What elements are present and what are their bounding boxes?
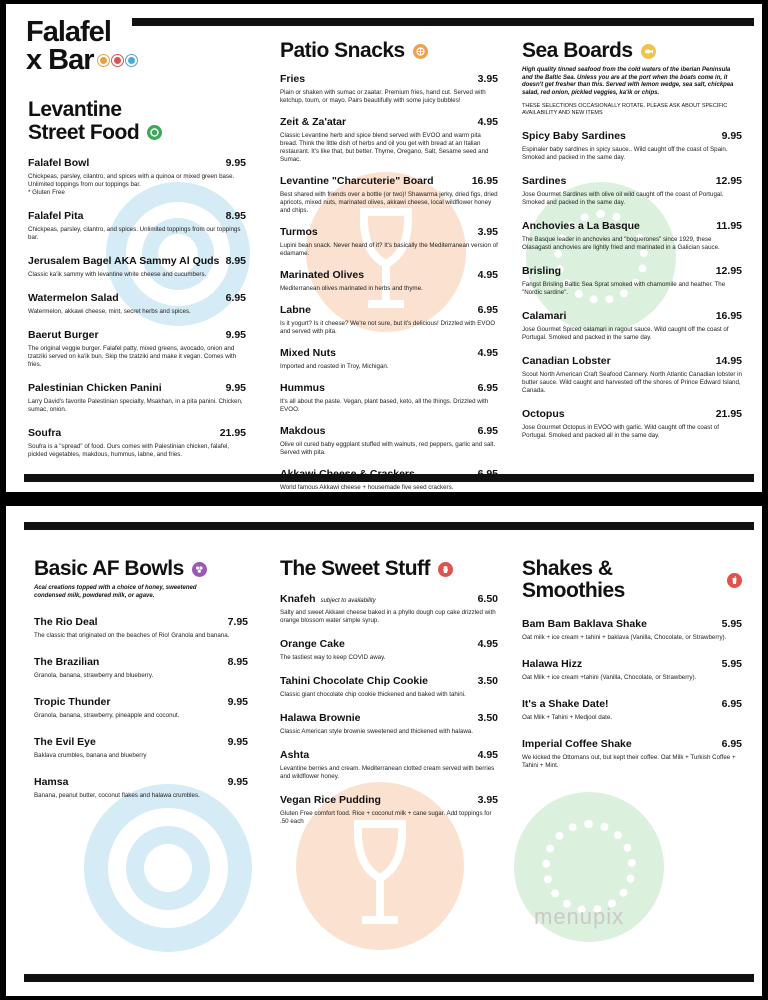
levantine-title: Levantine Street Food <box>28 98 246 144</box>
item-name: Halawa Hizz <box>522 658 583 670</box>
item-price: 4.95 <box>477 749 498 761</box>
item-price: 8.95 <box>227 656 248 668</box>
menu-item <box>522 126 742 162</box>
sweet-title: The Sweet Stuff <box>280 558 498 580</box>
item-name: Falafel Bowl <box>28 157 90 169</box>
menu-item <box>280 790 498 826</box>
item-name: The Rio Deal <box>34 616 98 628</box>
item-description: Watermelon, akkawi cheese, mint, secret herbs and spices. <box>28 308 191 315</box>
menu-item <box>280 343 498 371</box>
item-description: Oat Milk + ice cream +tahini (Vanilla, Chocolate, or Strawberry). <box>522 674 697 681</box>
cupcake-icon <box>438 562 453 577</box>
item-name: Canadian Lobster <box>522 355 611 367</box>
item-price: 9.95 <box>225 329 246 341</box>
item-description: Granola, banana, strawberry and blueberry. <box>34 672 154 679</box>
item-description: Soufra is a "spread" of food. Ours comes with Palestinian chicken, falafel, pickled vegetables, makdous, hummus, labne, and fries. <box>28 443 230 458</box>
menu-item <box>280 265 498 293</box>
item-description: Levantine berries and cream. Mediterranean clotted cream served with berries and wildflower honey. <box>280 765 495 780</box>
menu-item <box>280 589 498 625</box>
sea-note: THESE SELECTIONS OCCASIONALLY ROTATE. PLEASE ASK ABOUT SPECIFIC AVAILABILITY AND NEW ITEMS <box>522 103 728 116</box>
item-name: Hamsa <box>34 776 69 788</box>
item-price: 6.95 <box>477 304 498 316</box>
watermark-text: menupix <box>534 904 625 929</box>
fish-icon <box>641 44 656 59</box>
item-availability-note: subject to availability <box>320 598 376 604</box>
item-description: Gluten Free comfort food. Rice + coconut milk + cane sugar. Add toppings for .50 each <box>280 810 492 825</box>
item-description: Larry David's favorite Palestinian specialty, Msakhan, in a pita panini. Chicken, sumac, onion. <box>28 398 243 413</box>
item-description: Jose Gourmet Octopus in EVOO with garlic. Wild caught off the coast of Portugal. Smoked and packed all in the same day. <box>522 424 719 439</box>
item-name: Hummus <box>280 382 325 394</box>
item-name: Akkawi Cheese & Crackers <box>280 468 415 480</box>
menu-item <box>522 171 742 207</box>
item-price: 14.95 <box>715 355 742 367</box>
levantine-section <box>28 98 246 459</box>
item-name: Sardines <box>522 175 567 187</box>
brand-line-1: Falafel <box>26 16 111 48</box>
item-name: Halawa Brownie <box>280 712 361 724</box>
item-description: The tastiest way to keep COVID away. <box>280 654 386 661</box>
item-price: 6.50 <box>477 593 498 605</box>
item-dietary-note: * Gluten Free <box>28 189 65 196</box>
item-price: 5.95 <box>721 658 742 670</box>
menu-item <box>280 171 498 215</box>
item-name: Brisling <box>522 265 562 277</box>
item-description: Banana, peanut butter, coconut flakes and halawa crumbles. <box>34 792 200 799</box>
item-price: 9.95 <box>227 696 248 708</box>
item-description: Imported and roasted in Troy, Michigan. <box>280 363 389 370</box>
item-description: Jose Gourmet Sardines with olive oil wild caught off the coast of Portugal. Smoked and packed in the same day. <box>522 191 724 206</box>
brand-dot-icon <box>112 55 123 66</box>
item-price: 9.95 <box>721 130 742 142</box>
menu-item <box>522 351 742 395</box>
item-price: 6.95 <box>721 698 742 710</box>
item-price: 12.95 <box>715 175 742 187</box>
item-name: Spicy Baby Sardines <box>522 130 626 142</box>
item-name: Jerusalem Bagel AKA Sammy Al Quds <box>28 255 220 267</box>
item-description: The Basque leader in anchovies and "boquerones" since 1929, these Olasagasti anchovies are lightly fried and marinated in a Galician sauce. <box>522 236 720 251</box>
item-price: 7.95 <box>227 616 248 628</box>
menu-item <box>280 112 498 164</box>
item-description: Chickpeas, parsley, cilantro, and spices. Unlimited toppings from our toppings bar. <box>28 226 241 241</box>
patio-title: Patio Snacks <box>280 40 498 62</box>
item-description: Salty and sweet Akkawi cheese baked in a phyllo dough cup cake drizzled with orange blossom water simple syrup. <box>280 609 496 624</box>
menu-item <box>522 654 742 682</box>
item-price: 21.95 <box>715 408 742 420</box>
menu-item <box>28 325 246 369</box>
menu-item <box>280 69 498 105</box>
item-name: Anchovies a La Basque <box>522 220 640 232</box>
menu-item <box>28 206 246 242</box>
item-name: Palestinian Chicken Panini <box>28 382 162 394</box>
item-name: Vegan Rice Pudding <box>280 794 381 806</box>
menu-item <box>34 732 248 760</box>
item-description: Scout North American Craft Seafood Cannery. North Atlantic Canadian lobster in butter sauce. Wild caught and harvested off the shores of Prince Edward Island, Canada. <box>522 371 742 394</box>
item-description: Lupini bean snack. Never heard of it? It's basically the Mediterranean version of edamame. <box>280 242 498 257</box>
item-price: 21.95 <box>219 427 246 439</box>
item-price: 16.95 <box>715 310 742 322</box>
menu-item <box>28 288 246 316</box>
item-description: Olive oil cured baby eggplant stuffed with walnuts, red peppers, garlic and salt. Served with pita. <box>280 441 496 456</box>
menu-item <box>522 614 742 642</box>
item-description: Jose Gourmet Spiced calamari in ragout sauce. Wild caught off the coast of Portugal. Smoked and packed in the same day. <box>522 326 729 341</box>
item-description: Is it yogurt? Is it cheese? We're not sure, but it's delicious! Drizzled with EVOO and served with pita. <box>280 320 496 335</box>
sea-intro: High quality tinned seafood from the cold waters of the iberian Peninsula and the Baltic Sea. Unless you are at the port when the boats come in, it doesn't get fresher than this. Served with lemon wedge, sea salt, chickpea salad, red onion, pickled veggies, ka'ik or chips. <box>522 67 734 96</box>
sweet-section <box>280 558 498 826</box>
item-price: 3.50 <box>477 712 498 724</box>
item-description: Best shared with friends over a bottle (or two)! Shawarma jerky, dried figs, dried apricots, mixed nuts, marinated olives, akkawi cheese, local wildflower honey and chips. <box>280 191 498 214</box>
item-name: Watermelon Salad <box>28 292 119 304</box>
target-icon <box>147 125 162 140</box>
item-price: 4.95 <box>477 269 498 281</box>
menu-item <box>280 464 498 492</box>
menu-item <box>522 734 742 770</box>
item-price: 3.50 <box>477 675 498 687</box>
menu-item <box>28 153 246 197</box>
menu-item <box>522 404 742 440</box>
cup-icon <box>727 573 742 588</box>
sea-title: Sea Boards <box>522 40 742 62</box>
menu-item <box>280 671 498 699</box>
item-name: Labne <box>280 304 311 316</box>
item-name: Makdous <box>280 425 326 437</box>
menu-item <box>280 421 498 457</box>
menu-item <box>280 708 498 736</box>
item-name: Tahini Chocolate Chip Cookie <box>280 675 428 687</box>
item-description: The classic that originated on the beaches of Rio! Granola and banana. <box>34 632 230 639</box>
item-price: 8.95 <box>225 255 246 267</box>
brand-dot-icon <box>126 55 137 66</box>
item-price: 8.95 <box>225 210 246 222</box>
item-name: Knafeh <box>280 593 316 605</box>
item-price: 3.95 <box>477 794 498 806</box>
item-description: The original veggie burger. Falafel patty, mixed greens, avocado, onion and tzatziki served on ka'ik bun. Skip the tzatziki and make it vegan. Comes with fries. <box>28 345 237 368</box>
item-name: Zeit & Za'atar <box>280 116 347 128</box>
menu-item <box>28 423 246 459</box>
patio-section <box>280 40 498 492</box>
menu-item <box>280 222 498 258</box>
item-name: Calamari <box>522 310 567 322</box>
item-description: Oat Milk + Tahini + Medjool date. <box>522 714 612 721</box>
item-price: 9.95 <box>227 736 248 748</box>
item-price: 6.95 <box>721 738 742 750</box>
item-price: 6.95 <box>225 292 246 304</box>
item-description: World famous Akkawi cheese + housemade five seed crackers. <box>280 484 454 491</box>
orange-slice-icon <box>413 44 428 59</box>
item-price: 3.95 <box>477 226 498 238</box>
item-description: Classic American style brownie sweetened and thickened with halawa. <box>280 728 473 735</box>
menu-page-2 <box>6 506 762 996</box>
item-description: We kicked the Ottomans out, but kept their coffee. Oat Milk + Turkish Coffee + Tahini + Mint. <box>522 754 736 769</box>
item-price: 12.95 <box>715 265 742 277</box>
item-price: 9.95 <box>225 382 246 394</box>
item-name: The Evil Eye <box>34 736 96 748</box>
brand-logo <box>26 18 137 74</box>
item-price: 5.95 <box>721 618 742 630</box>
menu-item <box>34 772 248 800</box>
item-description: It's all about the paste. Vegan, plant based, keto, all the things. Drizzled with EVOO. <box>280 398 489 413</box>
shakes-section <box>522 558 742 770</box>
menu-page-1 <box>6 4 762 492</box>
item-price: 6.95 <box>477 425 498 437</box>
bowls-intro: Acai creations topped with a choice of honey, sweetened condensed milk, powdered milk, or agave. <box>34 585 197 599</box>
item-price: 6.95 <box>477 468 498 480</box>
item-price: 11.95 <box>716 220 742 232</box>
item-description: Classic Levantine herb and spice blend served with EVOO and warm pita bread. Think the little dish of herbs and oil you get with bread at an Italian restaurant. It's like that, but better. Thyme, Oregano, Salt, Sesame seed and Sumac. <box>280 132 489 163</box>
item-name: Bam Bam Baklava Shake <box>522 618 647 630</box>
item-description: Baklava crumbles, banana and blueberry <box>34 752 147 759</box>
menu-item <box>522 306 742 342</box>
item-price: 4.95 <box>477 347 498 359</box>
item-name: Levantine "Charcuterie" Board <box>280 175 434 187</box>
menu-item <box>28 378 246 414</box>
item-name: Orange Cake <box>280 638 345 650</box>
item-description: Espinaler baby sardines in spicy sauce.. Wild caught off the coast of Spain. Smoked and packed in the same day. <box>522 146 728 161</box>
target-watermark <box>84 784 252 952</box>
menu-item <box>280 745 498 781</box>
sea-section <box>522 40 742 440</box>
menu-item <box>522 694 742 722</box>
item-name: The Brazilian <box>34 656 100 668</box>
item-price: 6.95 <box>477 382 498 394</box>
brand-line-2: x Bar <box>26 44 94 76</box>
top-rule <box>132 18 754 26</box>
item-description: Fangst Brisling Baltic Sea Sprat smoked with chamomile and heather. The "Nordic sardine". <box>522 281 726 296</box>
item-description: Chickpeas, parsley, cilantro, and spices with a quinoa or mixed green base. Unlimited toppings from our toppings bar. <box>28 173 235 188</box>
item-name: Turmos <box>280 226 318 238</box>
item-description: Granola, banana, strawberry, pineapple and coconut. <box>34 712 180 719</box>
item-name: Marinated Olives <box>280 269 365 281</box>
item-name: Mixed Nuts <box>280 347 337 359</box>
item-description: Classic giant chocolate chip cookie thickened and baked with tahini. <box>280 691 466 698</box>
berries-icon <box>192 562 207 577</box>
shakes-title: Shakes & Smoothies <box>522 558 742 602</box>
item-name: It's a Shake Date! <box>522 698 609 710</box>
item-description: Classic ka'ik sammy with levantine white cheese and cucumbers. <box>28 271 207 278</box>
menu-item <box>34 652 248 680</box>
item-price: 4.95 <box>477 638 498 650</box>
item-description: Oat milk + ice cream + tahini + baklava (Vanilla, Chocolate, or Strawberry). <box>522 634 727 641</box>
item-name: Falafel Pita <box>28 210 84 222</box>
menu-item <box>280 300 498 336</box>
bowls-title: Basic AF Bowls <box>34 558 248 580</box>
item-name: Soufra <box>28 427 62 439</box>
item-description: Plain or shaken with sumac or zaatar. Premium fries, hand cut. Served with ketchup, toum, or mayo. Pairs beautifully with some juicy bubbles! <box>280 89 486 104</box>
top-rule <box>24 522 754 530</box>
bottom-rule <box>24 974 754 982</box>
menu-item <box>28 251 246 279</box>
menu-item <box>280 634 498 662</box>
item-price: 16.95 <box>471 175 498 187</box>
item-name: Baerut Burger <box>28 329 99 341</box>
item-name: Imperial Coffee Shake <box>522 738 632 750</box>
item-name: Fries <box>280 73 306 85</box>
item-name: Tropic Thunder <box>34 696 111 708</box>
bowls-section <box>34 558 248 800</box>
menu-item <box>34 692 248 720</box>
item-name: Ashta <box>280 749 310 761</box>
menu-item <box>522 261 742 297</box>
item-price: 9.95 <box>227 776 248 788</box>
item-description: Mediterranean olives marinated in herbs and thyme. <box>280 285 423 292</box>
item-name: Octopus <box>522 408 565 420</box>
item-price: 9.95 <box>225 157 246 169</box>
menu-item <box>34 612 248 640</box>
brand-dot-icon <box>98 55 109 66</box>
item-price: 3.95 <box>477 73 498 85</box>
item-price: 4.95 <box>477 116 498 128</box>
menu-item <box>280 378 498 414</box>
menu-item <box>522 216 742 252</box>
